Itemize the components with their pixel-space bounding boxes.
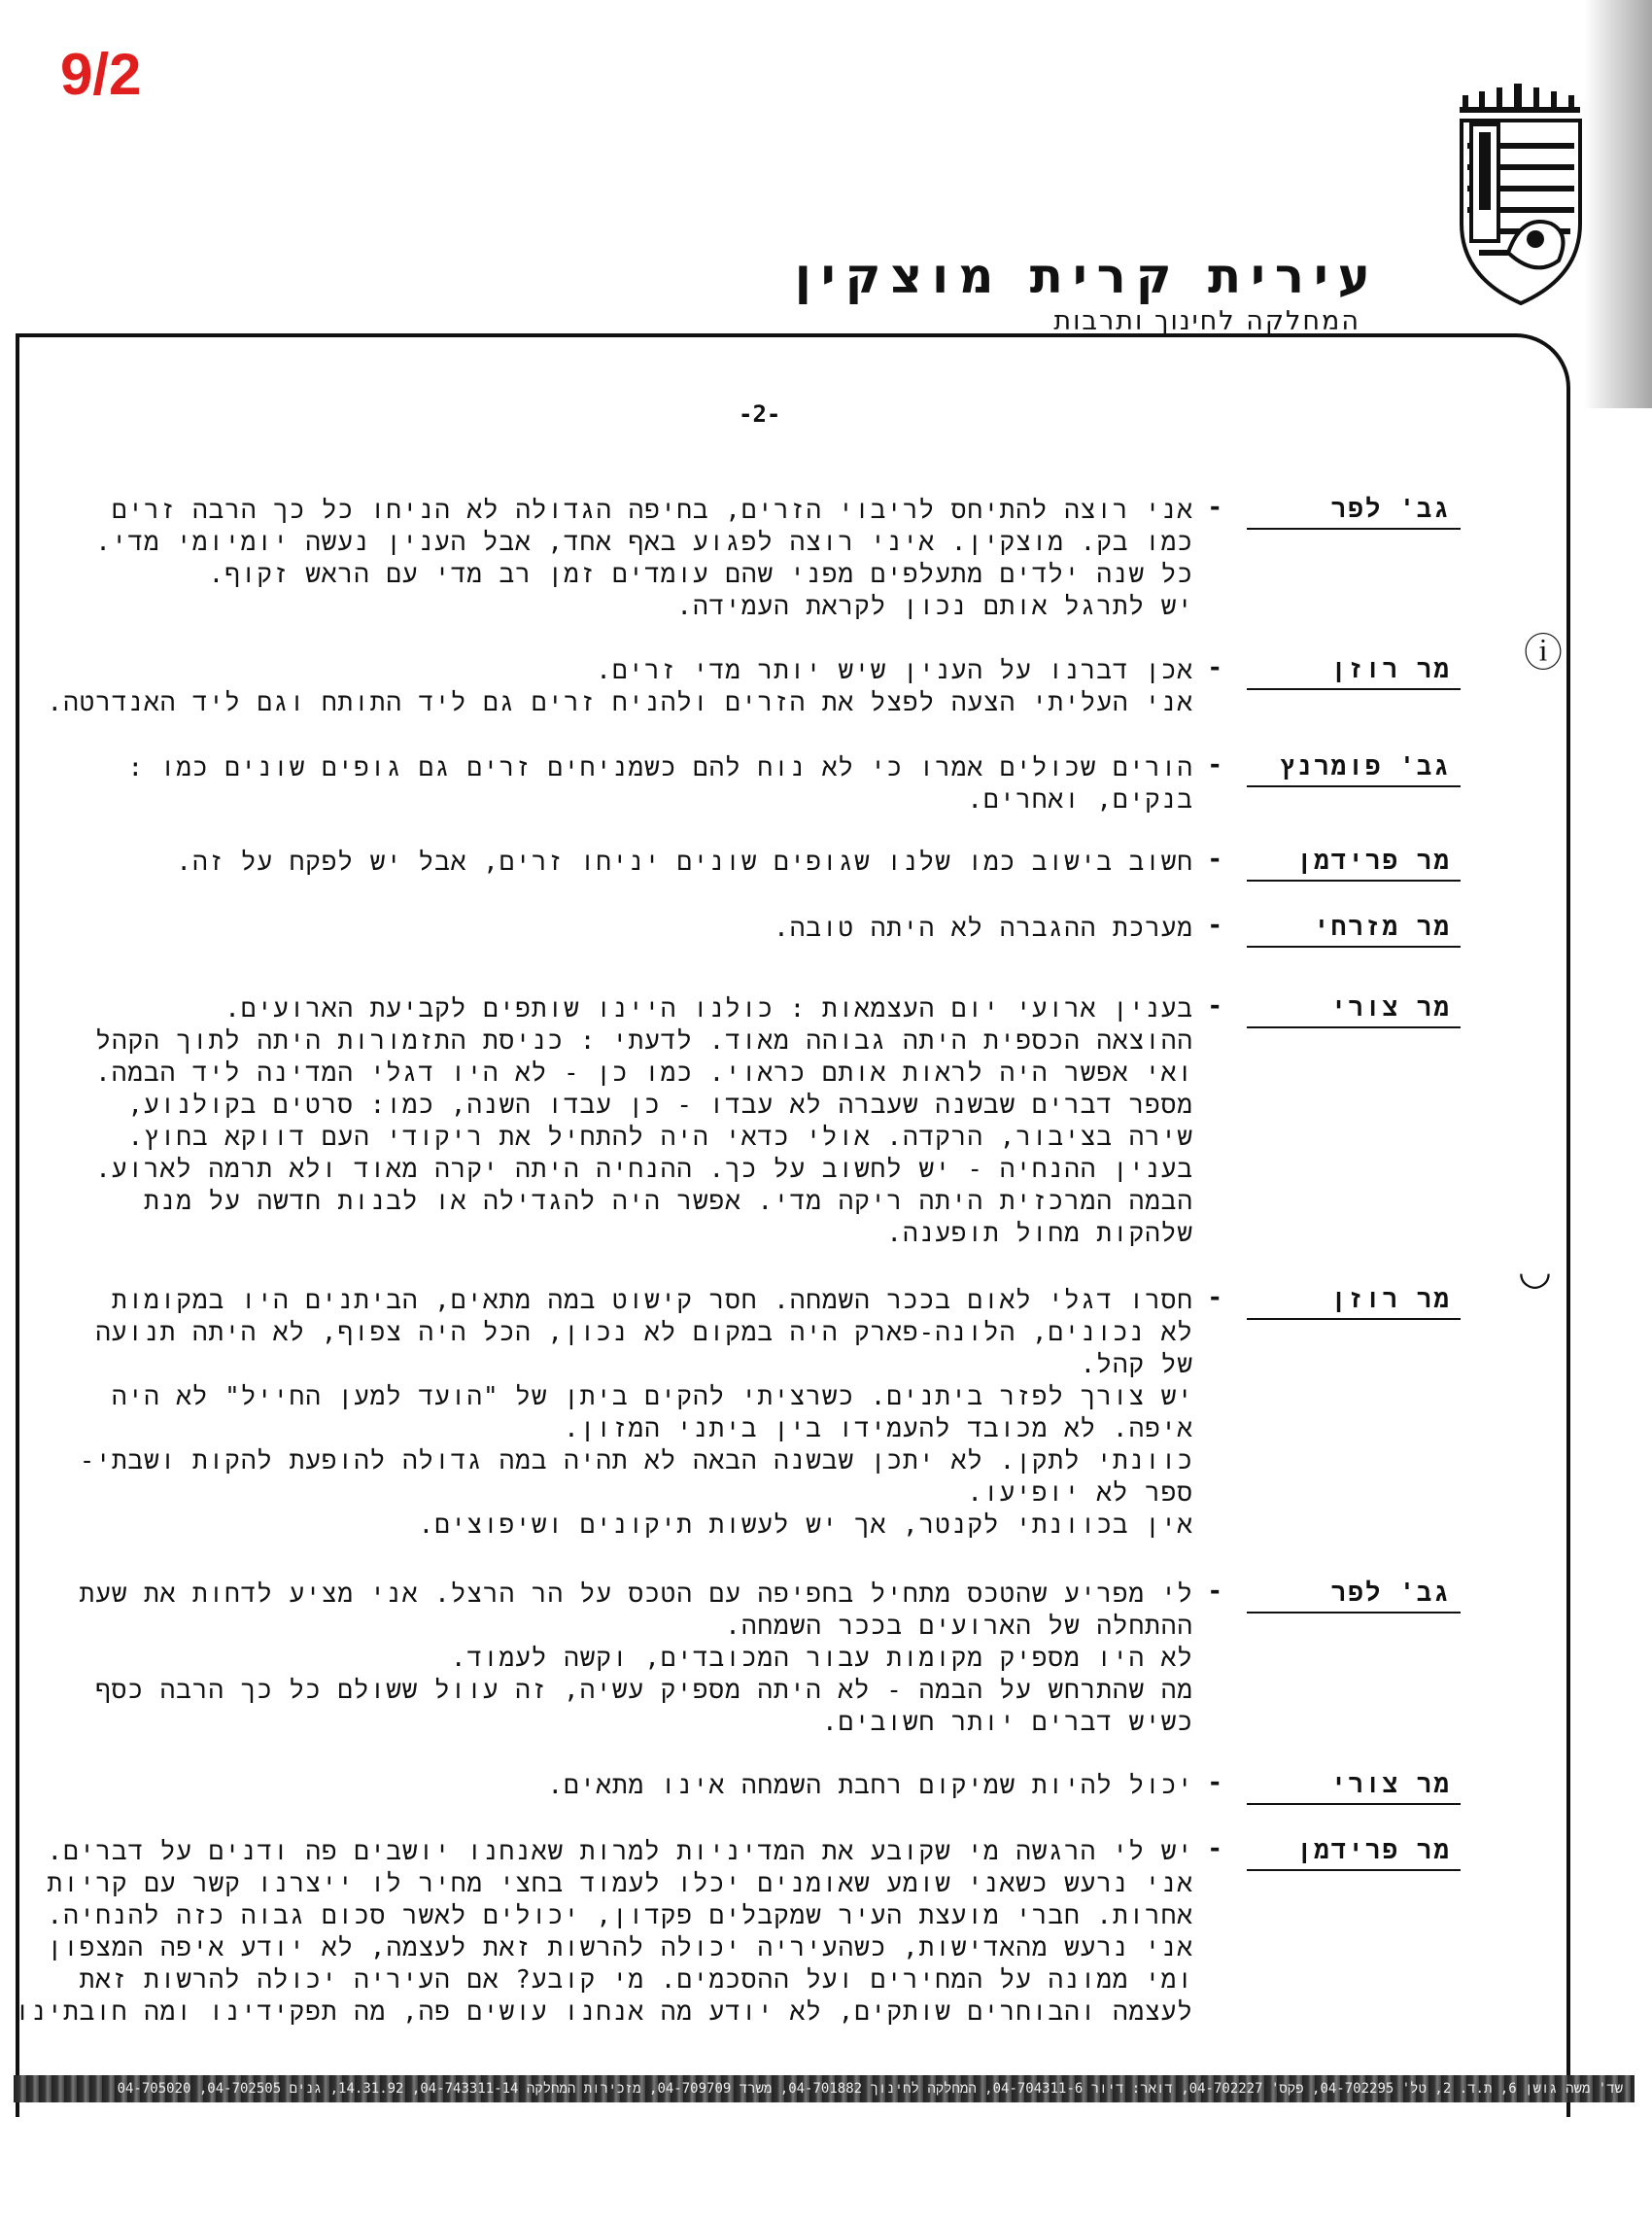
speech-line: לא נכונים, הלונה-פארק היה במקום לא נכון, הכל היה צפוף, לא היתה תנועה [95,1318,1193,1347]
margin-mark-2: ◡ [1518,1249,1552,1294]
speech-line: אני נרעש מהאדישות, כשהעיריה יכולה להרשות זאת לעצמה, לא יודע איפה המצפון [47,1933,1193,1962]
speaker-dash: - [1207,493,1222,522]
speech-text [15,1836,1193,2029]
footer-contact-line: שד' משה גושן 6, ת.ד. 2, טל' 04-702295, פקס' 04-702227, דואר: דיור 04-704311-6, המחלקה לחינוך 04-701882, משרד 04-709709, מזכירות המחלקה 04-743311-14, 14.31.92, גנים 04-702505, 04-705020 [117,2081,1623,2097]
speech-line: הבמה המרכזית היתה ריקה מדי. אפשר היה להגדילה או לבנות חדשה על מנת [144,1187,1193,1216]
speaker-field [1247,989,1461,1028]
speaker-dash: - [1207,845,1222,874]
speech-line: אכן דברנו על הענין שיש יותר מדי זרים. [596,656,1193,685]
speech-line: אני העליתי הצעה לפצל את הזרים ולהניח זרים גם ליד התותח וגם ליד האנדרטה. [47,688,1193,717]
speech-line: כשיש דברים יותר חשובים. [821,1708,1193,1737]
margin-mark-1: ⓘ [1524,631,1563,676]
page-label: 9/2 [60,42,142,107]
speaker-field [1247,651,1461,690]
speech-line: לעצמה והבוחרים שותקים, לא יודע מה אנחנו עושים פה, מה תפקידינו ומה חובתינו [15,1997,1193,2027]
speech-line: ההוצאה הכספית היתה גבוהה מאוד. לדעתי : כניסת התזמורות היתה לתוך הקהל [95,1026,1193,1056]
speaker-field [1247,1575,1461,1614]
speech-line: יש לתרגל אותם נכון לקראת העמידה. [676,592,1193,621]
speech-text [27,1770,1193,1802]
speech-line: אני נרעש כשאני שומע שאומנים יכלו לעמוד בחצי מחיר לו ייצרנו קשר עם קריות [47,1869,1193,1898]
speech-text [27,1285,1193,1542]
speaker-dash: - [1207,911,1222,940]
speech-line: לא היו מספיק מקומות עבור המכובדים, וקשה לעמוד. [450,1644,1193,1673]
speaker-name: מר פרידמן [1296,847,1451,876]
speech-line: ואי אפשר היה לראות אותם כראוי. כמו כן - לא היו דגלי המדינה ליד הבמה. [95,1058,1193,1088]
speech-text [27,752,1193,816]
speaker-dash: - [1207,750,1222,780]
speaker-name: מר רוזן [1330,655,1451,684]
speech-line: כוונתי לתקן. לא יתכן שבשנה הבאה לא תהיה במה גדולה להופעת להקות ושבתי- [79,1446,1193,1475]
speaker-name: מר רוזן [1330,1285,1451,1314]
speech-line: בנקים, ואחרים. [967,785,1193,815]
letterhead [795,248,1380,336]
speaker-name: גב' לפר [1330,495,1451,524]
speech-text [27,495,1193,623]
speaker-field [1247,1281,1461,1320]
speech-line: מספר דברים שבשנה שעברה לא עבדו - כן עבדו השנה, כמו: סרטים בקולנוע, [127,1091,1193,1120]
speech-line: ומי ממונה על המחירים ועל ההסכמים. מי קובע? אם העיריה יכולה להרשות זאת [79,1965,1193,1995]
speech-line: יש לי הרגשה מי שקובע את המדיניות למרות שאנחנו יושבים פה ודנים על דברים. [47,1837,1193,1866]
speaker-name: מר צורי [1330,993,1451,1023]
speech-line: שלהקות מחול תופענה. [886,1219,1193,1248]
speech-line: כמו בק. מוצקין. איני רוצה לפגוע באף אחד, אבל הענין נעשה יומיומי מדי. [95,528,1193,557]
speaker-field [1247,1766,1461,1805]
speaker-dash: - [1207,653,1222,682]
speaker-dash: - [1207,1768,1222,1797]
speech-text [27,847,1193,879]
speaker-name: מר צורי [1330,1770,1451,1799]
city-emblem-icon [1458,78,1584,311]
speaker-dash: - [1207,1834,1222,1863]
footer-band [14,2075,1635,2102]
speaker-dash: - [1207,1283,1222,1312]
city-title: עירית קרית מוצקין [794,248,1380,304]
speech-line: הורים שכולים אמרו כי לא נוח להם כשמניחים זרים גם גופים שונים כמו : [127,753,1193,782]
speech-line: בענין ההנחיה - יש לחשוב על כך. ההנחיה היתה יקרה מאוד ולא תרמה לארוע. [95,1155,1193,1184]
speaker-field [1247,843,1461,882]
speech-line: ספר לא יופיעו. [967,1478,1193,1508]
speaker-field [1247,909,1461,948]
speech-line: שירה בציבור, הרקדה. אולי כדאי היה להתחיל את ריקודי העם דווקא בחוץ. [127,1123,1193,1152]
speech-line: בענין ארועי יום העצמאות : כולנו היינו שותפים לקביעת הארועים. [224,994,1193,1024]
speaker-name: מר מזרחי [1314,913,1451,942]
speaker-dash: - [1207,991,1222,1021]
page-number: -2- [739,400,781,428]
speech-line: של קהל. [1080,1350,1193,1379]
speaker-name: גב' פומרנץ [1279,752,1451,781]
department-name: המחלקה לחינוך ותרבות [1053,306,1360,336]
speech-line: ההתחלה של הארועים בככר השמחה. [725,1612,1193,1641]
speech-text [27,655,1193,719]
speech-text [27,1579,1193,1739]
speech-line: כל שנה ילדים מתעלפים מפני שהם עומדים זמן רב מדי עם הראש זקוף. [208,560,1193,589]
speaker-name: מר פרידמן [1296,1836,1451,1865]
speaker-field [1247,491,1461,530]
speech-line: לי מפריע שהטכס מתחיל בחפיפה עם הטכס על הר הרצל. אני מציע לדחות את שעת [79,1579,1193,1609]
speech-line: אני רוצה להתיחס לריבוי הזרים, בחיפה הגדולה לא הניחו כל כך הרבה זרים [111,496,1193,525]
speech-line: אין בכוונתי לקנטר, אך יש לעשות תיקונים ושיפוצים. [418,1510,1193,1540]
speech-line: איפה. לא מכובד להעמידו בין ביתני המזון. [564,1414,1193,1443]
speech-line: מה שהתרחש על הבמה - לא היתה מספיק עשיה, זה עוול ששולם כל כך הרבה כסף [95,1676,1193,1705]
speaker-field [1247,1832,1461,1871]
speech-line: יכול להיות שמיקום רחבת השמחה אינו מתאים. [547,1771,1193,1800]
speech-line: חשוב בישוב כמו שלנו שגופים שונים יניחו זרים, אבל יש לפקח על זה. [176,848,1193,877]
speech-line: אחרות. חברי מועצת העיר שמקבלים פקדון, יכולים לאשר סכום גבוה כזה להנחיה. [47,1901,1193,1930]
speech-line: מערכת ההגברה לא היתה טובה. [774,914,1193,943]
speaker-name: גב' לפר [1330,1579,1451,1608]
speech-text [27,993,1193,1250]
speech-text [27,913,1193,945]
speaker-field [1247,748,1461,787]
speech-line: יש צורך לפזר ביתנים. כשרציתי להקים ביתן של "הועד למען החייל" לא היה [111,1382,1193,1411]
speech-line: חסרו דגלי לאום בככר השמחה. חסר קישוט במה מתאים, הביתנים היו במקומות [111,1286,1193,1315]
speaker-dash: - [1207,1577,1222,1606]
scan-shadow [1584,0,1652,408]
